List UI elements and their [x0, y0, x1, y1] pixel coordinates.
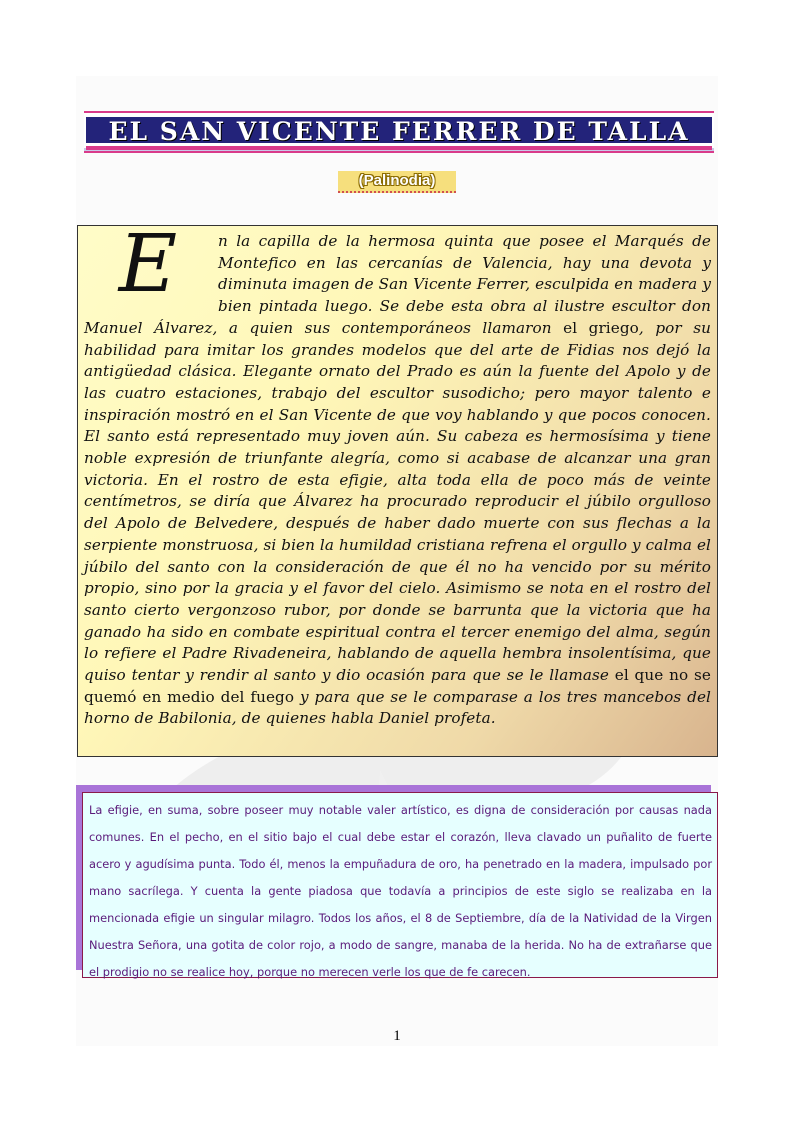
main-paragraph [84, 217, 712, 730]
secondary-text-box [82, 792, 718, 978]
main-text-part2: , por su habilidad para imitar los grandes modelos que del arte de Fidias nos dejó la antigüedad clásica. Elegante ornato del Prado es aún la fuente del Apolo y de las cuatro estaciones, trabajo del escultor susodicho; pero mayor talento e inspiración mostró en el San Vicente de que voy hablando y que pocos conocen. El santo está representado muy joven aún. Su cabeza es hermosísima y tiene noble expresión de triunfante alegría, como si acabase de alcanzar una gran victoria. En el rostro de esta efigie, alta toda ella de poco más de veinte centímetros, se diría que Álvarez ha procurado reproducir el júbilo orgulloso del Apolo de Belvedere, después de haber dado muerte con sus flechas a la serpiente monstruosa, si bien la humildad cristiana refrena el orgullo y calma el júbilo del santo con la consideración de que él no ha vencido por su mérito propio, sino por la gracia y el favor del cielo. Asimismo se nota en el rostro del santo cierto vergonzoso rubor, por donde se barrunta que la victoria que ha ganado ha sido en combate espiritual contra el tercer enemigo del alma, según lo refiere el Padre Rivadeneira, hablando de aquella hembra insolentísima, que quiso tentar y rendir al santo y dio ocasión para que se le llamase [84, 318, 711, 685]
subtitle: (Palinodia) [338, 171, 456, 193]
main-text-part3: y para que se le comparase a los tres mancebos del horno de Babilonia, de quienes habla Daniel profeta. [84, 687, 712, 728]
title-bar [86, 117, 712, 146]
secondary-paragraph: La efigie, en suma, sobre poseer muy notable valer artístico, es digna de consideración por causas nada comunes. En el pecho, en el sitio bajo el cual debe estar el corazón, lleva clavado un puñalito de fuerte acero y agudísima punta. Todo él, menos la empuñadura de oro, ha penetrado en la madera, impulsado por mano sacrílega. Y cuenta la gente piadosa que todavía a principios de este siglo se realizaba en la mencionada efigie un singular milagro. Todos los años, el 8 de Septiembre, día de la Natividad de la Virgen Nuestra Señora, una gotita de color rojo, a modo de sangre, manaba de la herida. No ha de extrañarse que el prodigio no se realice hoy, porque no merecen verle los que de fe carecen. [89, 803, 712, 979]
main-text-emphasis-1: el griego [563, 318, 639, 337]
main-text-emphasis-2: el que no se quemó en medio del fuego [84, 666, 711, 706]
page-number: 1 [393, 1028, 401, 1044]
drop-cap: E [118, 217, 178, 310]
main-text-box [77, 217, 718, 757]
main-text-part1: n la capilla de la hermosa quinta que posee el Marqués de Montefico en las cercanías de Valencia, hay una devota y diminuta imagen de San Vicente Ferrer, esculpida en madera y bien pintada luego. Se debe esta obra al ilustre escultor don Manuel Álvarez, a quien sus contemporáneos llamaron [84, 232, 711, 337]
page-title: EL SAN VICENTE FERRER DE TALLA [108, 117, 690, 146]
title-banner [84, 111, 714, 153]
